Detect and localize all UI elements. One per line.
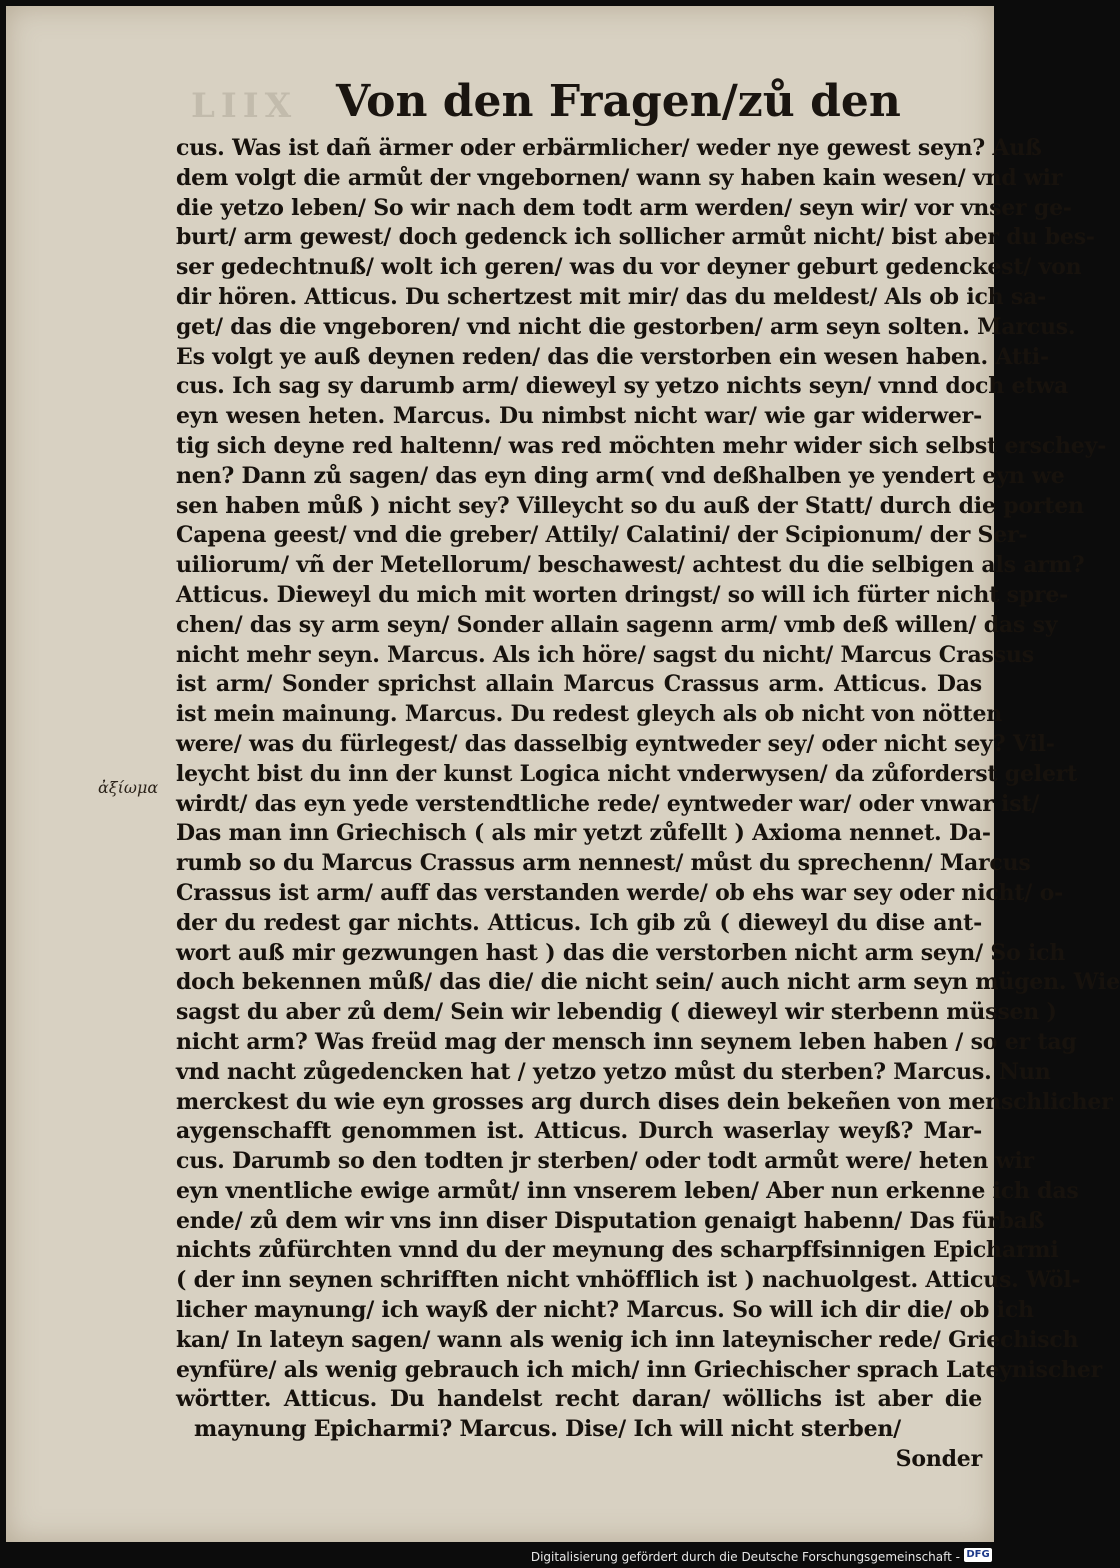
text-line: cus. Darumb so den todten jr sterben/ oder todt armůt were/ heten wir [176, 1148, 1034, 1175]
text-line: maynung Epicharmi? Marcus. Dise/ Ich will nicht sterben/ [194, 1416, 902, 1443]
body-text [176, 134, 1120, 1475]
text-line: wort auß mir gezwungen hast ) das die verstorben nicht arm seyn/ So ich [176, 939, 1066, 966]
bleed-through-text: LIIX [191, 86, 298, 126]
footer-credit: Digitalisierung gefördert durch die Deutsche Forschungsgemeinschaft - [530, 1550, 960, 1564]
text-line: get/ das die vngeboren/ vnd nicht die gestorben/ arm seyn solten. Marcus. [176, 313, 1076, 340]
text-line: vnd nacht zůgedencken hat / yetzo yetzo můst du sterben? Marcus. Nun [176, 1058, 1051, 1085]
text-line: nicht mehr seyn. Marcus. Als ich höre/ sagst du nicht/ Marcus Crassus [176, 641, 1034, 668]
text-line: ende/ zů dem wir vns inn diser Disputation genaigt habenn/ Das fürbaß [176, 1207, 1045, 1234]
text-line: die yetzo leben/ So wir nach dem todt arm werden/ seyn wir/ vor vnser ge- [176, 194, 1072, 221]
text-line: merckest du wie eyn grosses arg durch dises dein bekeñen von menschlicher [176, 1088, 1113, 1115]
text-line: uiliorum/ vñ der Metellorum/ beschawest/ achtest du die selbigen als arm? [176, 552, 1085, 579]
text-line: rumb so du Marcus Crassus arm nennest/ můst du sprechenn/ Marcus [176, 850, 1031, 877]
text-line: aygenschafft genommen ist. Atticus. Durch waserlay weyß? Mar- [176, 1118, 982, 1145]
text-line: cus. Was ist dañ ärmer oder erbärmlicher/ weder nye gewest seyn? Auß [176, 135, 1042, 161]
text-line: der du redest gar nichts. Atticus. Ich gib zů ( dieweyl du dise ant- [176, 909, 982, 936]
text-line: eyn vnentliche ewige armůt/ inn vnserem leben/ Aber nun erkenne ich das [176, 1177, 1079, 1204]
text-line: sen haben můß ) nicht sey? Villeycht so du auß der Statt/ durch die porten [176, 492, 1084, 519]
text-line: were/ was du fürlegest/ das dasselbig eyntweder sey/ oder nicht sey? Vil- [176, 730, 1055, 757]
text-line: Crassus ist arm/ auff das verstanden werde/ ob ehs war sey oder nicht/ o- [176, 879, 1064, 906]
text-line: eyn wesen heten. Marcus. Du nimbst nicht war/ wie gar widerwer- [176, 403, 982, 430]
text-line: doch bekennen můß/ das die/ die nicht sein/ auch nicht arm seyn mügen. Wie [176, 969, 1120, 996]
book-page [6, 6, 1120, 1542]
text-line: sagst du aber zů dem/ Sein wir lebendig ( dieweyl wir sterbenn müssen ) [176, 999, 1057, 1026]
text-line: leycht bist du inn der kunst Logica nicht vnderwysen/ da zůforderst gelert [176, 760, 1078, 787]
text-line: Capena geest/ vnd die greber/ Attily/ Calatini/ der Scipionum/ der Ser- [176, 522, 1028, 549]
text-line: kan/ In lateyn sagen/ wann als wenig ich inn lateynischer rede/ Griechisch [176, 1326, 1079, 1353]
margin-note: ἀξίωμα [98, 778, 159, 797]
text-line: nen? Dann zů sagen/ das eyn ding arm( vnd deßhalben ye yendert eyn we [176, 462, 1065, 489]
running-head: Von den Fragen/zů den [336, 76, 901, 127]
text-line: Atticus. Dieweyl du mich mit worten dringst/ so will ich fürter nicht spre- [176, 581, 1069, 608]
text-line: Es volgt ye auß deynen reden/ das die verstorben ein wesen haben. Atti- [176, 343, 1049, 370]
text-line: chen/ das sy arm seyn/ Sonder allain sagenn arm/ vmb deß willen/ das sy [176, 611, 1058, 638]
text-line: nichts zůfürchten vnnd du der meynung des scharpffsinnigen Epicharmi [176, 1237, 1059, 1264]
text-line: dir hören. Atticus. Du schertzest mit mir/ das du meldest/ Als ob ich sa- [176, 283, 1047, 310]
dfg-logo-icon: DFG [964, 1548, 992, 1562]
text-line: wirdt/ das eyn yede verstendtliche rede/ eyntweder war/ oder vnwar ist/ [176, 790, 1040, 817]
footer-bar [0, 1542, 1000, 1568]
text-line: cus. Ich sag sy darumb arm/ dieweyl sy yetzo nichts seyn/ vnnd doch etwa [176, 373, 1069, 400]
text-line: licher maynung/ ich wayß der nicht? Marcus. So will ich dir die/ ob ich [176, 1297, 1034, 1324]
text-line: dem volgt die armůt der vngebornen/ wann sy haben kain wesen/ vnd wir [176, 164, 1063, 191]
text-line: ist arm/ Sonder sprichst allain Marcus Crassus arm. Atticus. Das [176, 671, 982, 698]
text-line: wörtter. Atticus. Du handelst recht daran/ wöllichs ist aber die [176, 1386, 982, 1413]
text-line: tig sich deyne red haltenn/ was red möchten mehr wider sich selbst erschey- [176, 432, 1107, 459]
text-line: nicht arm? Was freüd mag der mensch inn seynem leben haben / so er tag [176, 1028, 1077, 1055]
text-line: ( der inn seynen schrifften nicht vnhöfflich ist ) nachuolgest. Atticus. Wöl- [176, 1267, 1081, 1294]
text-line: ser gedechtnuß/ wolt ich geren/ was du vor deyner geburt gedenckest/ von [176, 254, 1082, 281]
text-line: burt/ arm gewest/ doch gedenck ich sollicher armůt nicht/ bist aber du bes- [176, 224, 1095, 251]
catchword: Sonder [895, 1446, 982, 1473]
text-line: Das man inn Griechisch ( als mir yetzt zůfellt ) Axioma nennet. Da- [176, 820, 991, 847]
text-line: eynfüre/ als wenig gebrauch ich mich/ inn Griechischer sprach Lateynischer [176, 1356, 1103, 1383]
text-line: ist mein mainung. Marcus. Du redest gleych als ob nicht von nötten [176, 701, 1003, 728]
